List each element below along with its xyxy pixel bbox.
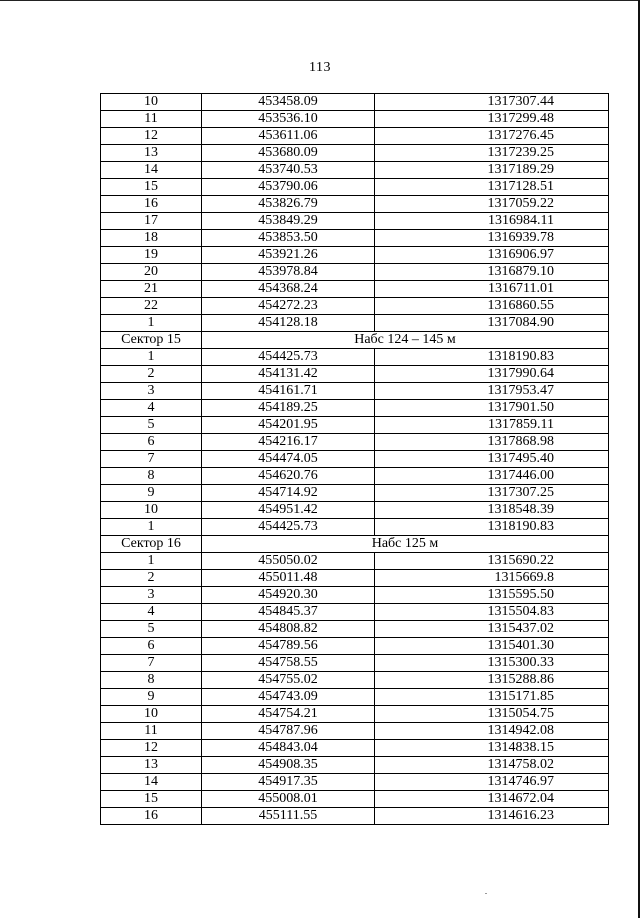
x-coordinate: 454128.18	[202, 315, 375, 332]
y-coordinate: 1314672.04	[375, 791, 609, 808]
point-number: 7	[101, 451, 202, 468]
x-coordinate: 454189.25	[202, 400, 375, 417]
y-coordinate: 1316984.11	[375, 213, 609, 230]
point-number: 11	[101, 723, 202, 740]
table-row	[101, 264, 609, 281]
table-row	[101, 502, 609, 519]
point-number: 7	[101, 655, 202, 672]
point-number: 12	[101, 128, 202, 145]
y-coordinate: 1316860.55	[375, 298, 609, 315]
x-coordinate: 454714.92	[202, 485, 375, 502]
y-coordinate: 1315690.22	[375, 553, 609, 570]
x-coordinate: 453611.06	[202, 128, 375, 145]
point-number: 4	[101, 604, 202, 621]
table-row	[101, 689, 609, 706]
y-coordinate: 1317495.40	[375, 451, 609, 468]
table-row	[101, 94, 609, 111]
table-row	[101, 774, 609, 791]
y-coordinate: 1317307.25	[375, 485, 609, 502]
y-coordinate: 1315288.86	[375, 672, 609, 689]
x-coordinate: 454620.76	[202, 468, 375, 485]
point-number: 4	[101, 400, 202, 417]
table-row	[101, 757, 609, 774]
x-coordinate: 453978.84	[202, 264, 375, 281]
x-coordinate: 453536.10	[202, 111, 375, 128]
y-coordinate: 1315401.30	[375, 638, 609, 655]
table-row	[101, 485, 609, 502]
x-coordinate: 454368.24	[202, 281, 375, 298]
x-coordinate: 453921.26	[202, 247, 375, 264]
table-row	[101, 570, 609, 587]
point-number: 2	[101, 366, 202, 383]
y-coordinate: 1317189.29	[375, 162, 609, 179]
x-coordinate: 453458.09	[202, 94, 375, 111]
x-coordinate: 454425.73	[202, 349, 375, 366]
point-number: 3	[101, 383, 202, 400]
table-row	[101, 655, 609, 672]
y-coordinate: 1318548.39	[375, 502, 609, 519]
y-coordinate: 1315437.02	[375, 621, 609, 638]
table-row	[101, 604, 609, 621]
table-row	[101, 791, 609, 808]
table-row	[101, 349, 609, 366]
point-number: 19	[101, 247, 202, 264]
point-number: 13	[101, 145, 202, 162]
x-coordinate: 454216.17	[202, 434, 375, 451]
point-number: 5	[101, 621, 202, 638]
sector-elevation: Набс 124 – 145 м	[202, 332, 609, 349]
x-coordinate: 454754.21	[202, 706, 375, 723]
point-number: 8	[101, 468, 202, 485]
sector-header-row	[101, 332, 609, 349]
table-row	[101, 315, 609, 332]
table-row	[101, 281, 609, 298]
table-row	[101, 808, 609, 825]
table-row	[101, 179, 609, 196]
x-coordinate: 454743.09	[202, 689, 375, 706]
x-coordinate: 454920.30	[202, 587, 375, 604]
x-coordinate: 454758.55	[202, 655, 375, 672]
x-coordinate: 454425.73	[202, 519, 375, 536]
sector-elevation: Набс 125 м	[202, 536, 609, 553]
point-number: 21	[101, 281, 202, 298]
y-coordinate: 1317859.11	[375, 417, 609, 434]
y-coordinate: 1315595.50	[375, 587, 609, 604]
y-coordinate: 1317084.90	[375, 315, 609, 332]
x-coordinate: 453790.06	[202, 179, 375, 196]
table-row	[101, 638, 609, 655]
table-row	[101, 145, 609, 162]
x-coordinate: 454161.71	[202, 383, 375, 400]
point-number: 20	[101, 264, 202, 281]
point-number: 11	[101, 111, 202, 128]
sector-header-row	[101, 536, 609, 553]
point-number: 1	[101, 519, 202, 536]
point-number: 1	[101, 553, 202, 570]
x-coordinate: 453740.53	[202, 162, 375, 179]
y-coordinate: 1316711.01	[375, 281, 609, 298]
point-number: 5	[101, 417, 202, 434]
table-row	[101, 740, 609, 757]
point-number: 9	[101, 485, 202, 502]
point-number: 16	[101, 196, 202, 213]
point-number: 10	[101, 706, 202, 723]
x-coordinate: 455011.48	[202, 570, 375, 587]
table-row	[101, 196, 609, 213]
table-row	[101, 400, 609, 417]
x-coordinate: 455008.01	[202, 791, 375, 808]
y-coordinate: 1317128.51	[375, 179, 609, 196]
page-number: 113	[309, 60, 331, 75]
table-row	[101, 213, 609, 230]
table-row	[101, 723, 609, 740]
x-coordinate: 454808.82	[202, 621, 375, 638]
y-coordinate: 1314616.23	[375, 808, 609, 825]
x-coordinate: 454474.05	[202, 451, 375, 468]
x-coordinate: 453849.29	[202, 213, 375, 230]
y-coordinate: 1317239.25	[375, 145, 609, 162]
point-number: 14	[101, 774, 202, 791]
y-coordinate: 1317901.50	[375, 400, 609, 417]
point-number: 16	[101, 808, 202, 825]
table-row	[101, 451, 609, 468]
x-coordinate: 454755.02	[202, 672, 375, 689]
coordinates-table-body	[101, 94, 609, 825]
x-coordinate: 454789.56	[202, 638, 375, 655]
table-row	[101, 672, 609, 689]
page-top-border	[0, 0, 640, 1]
table-row	[101, 587, 609, 604]
x-coordinate: 455111.55	[202, 808, 375, 825]
point-number: 1	[101, 315, 202, 332]
point-number: 13	[101, 757, 202, 774]
point-number: 10	[101, 502, 202, 519]
y-coordinate: 1314758.02	[375, 757, 609, 774]
point-number: 14	[101, 162, 202, 179]
y-coordinate: 1317059.22	[375, 196, 609, 213]
x-coordinate: 454787.96	[202, 723, 375, 740]
coordinates-table	[100, 93, 609, 825]
table-row	[101, 706, 609, 723]
y-coordinate: 1314746.97	[375, 774, 609, 791]
y-coordinate: 1317868.98	[375, 434, 609, 451]
point-number: 2	[101, 570, 202, 587]
table-row	[101, 468, 609, 485]
x-coordinate: 453680.09	[202, 145, 375, 162]
table-row	[101, 417, 609, 434]
table-row	[101, 298, 609, 315]
y-coordinate: 1315300.33	[375, 655, 609, 672]
y-coordinate: 1317446.00	[375, 468, 609, 485]
point-number: 12	[101, 740, 202, 757]
y-coordinate: 1315504.83	[375, 604, 609, 621]
table-row	[101, 519, 609, 536]
x-coordinate: 455050.02	[202, 553, 375, 570]
point-number: 15	[101, 179, 202, 196]
scan-speck	[485, 893, 487, 894]
y-coordinate: 1315171.85	[375, 689, 609, 706]
point-number: 6	[101, 434, 202, 451]
point-number: 18	[101, 230, 202, 247]
y-coordinate: 1317299.48	[375, 111, 609, 128]
y-coordinate: 1315054.75	[375, 706, 609, 723]
y-coordinate: 1314838.15	[375, 740, 609, 757]
x-coordinate: 454131.42	[202, 366, 375, 383]
point-number: 9	[101, 689, 202, 706]
point-number: 1	[101, 349, 202, 366]
table-row	[101, 553, 609, 570]
x-coordinate: 454272.23	[202, 298, 375, 315]
table-row	[101, 434, 609, 451]
table-row	[101, 621, 609, 638]
x-coordinate: 454201.95	[202, 417, 375, 434]
x-coordinate: 453853.50	[202, 230, 375, 247]
x-coordinate: 454951.42	[202, 502, 375, 519]
point-number: 8	[101, 672, 202, 689]
y-coordinate: 1317953.47	[375, 383, 609, 400]
table-row	[101, 162, 609, 179]
sector-label: Сектор 16	[101, 536, 202, 553]
y-coordinate: 1318190.83	[375, 349, 609, 366]
y-coordinate: 1317307.44	[375, 94, 609, 111]
sector-label: Сектор 15	[101, 332, 202, 349]
point-number: 22	[101, 298, 202, 315]
point-number: 17	[101, 213, 202, 230]
point-number: 3	[101, 587, 202, 604]
table-row	[101, 247, 609, 264]
point-number: 6	[101, 638, 202, 655]
table-row	[101, 230, 609, 247]
point-number: 10	[101, 94, 202, 111]
y-coordinate: 1315669.8	[375, 570, 609, 587]
x-coordinate: 453826.79	[202, 196, 375, 213]
table-row	[101, 383, 609, 400]
y-coordinate: 1314942.08	[375, 723, 609, 740]
point-number: 15	[101, 791, 202, 808]
y-coordinate: 1317276.45	[375, 128, 609, 145]
y-coordinate: 1316879.10	[375, 264, 609, 281]
y-coordinate: 1316906.97	[375, 247, 609, 264]
table-row	[101, 366, 609, 383]
y-coordinate: 1317990.64	[375, 366, 609, 383]
table-row	[101, 111, 609, 128]
x-coordinate: 454908.35	[202, 757, 375, 774]
table-row	[101, 128, 609, 145]
y-coordinate: 1316939.78	[375, 230, 609, 247]
x-coordinate: 454917.35	[202, 774, 375, 791]
x-coordinate: 454843.04	[202, 740, 375, 757]
y-coordinate: 1318190.83	[375, 519, 609, 536]
x-coordinate: 454845.37	[202, 604, 375, 621]
